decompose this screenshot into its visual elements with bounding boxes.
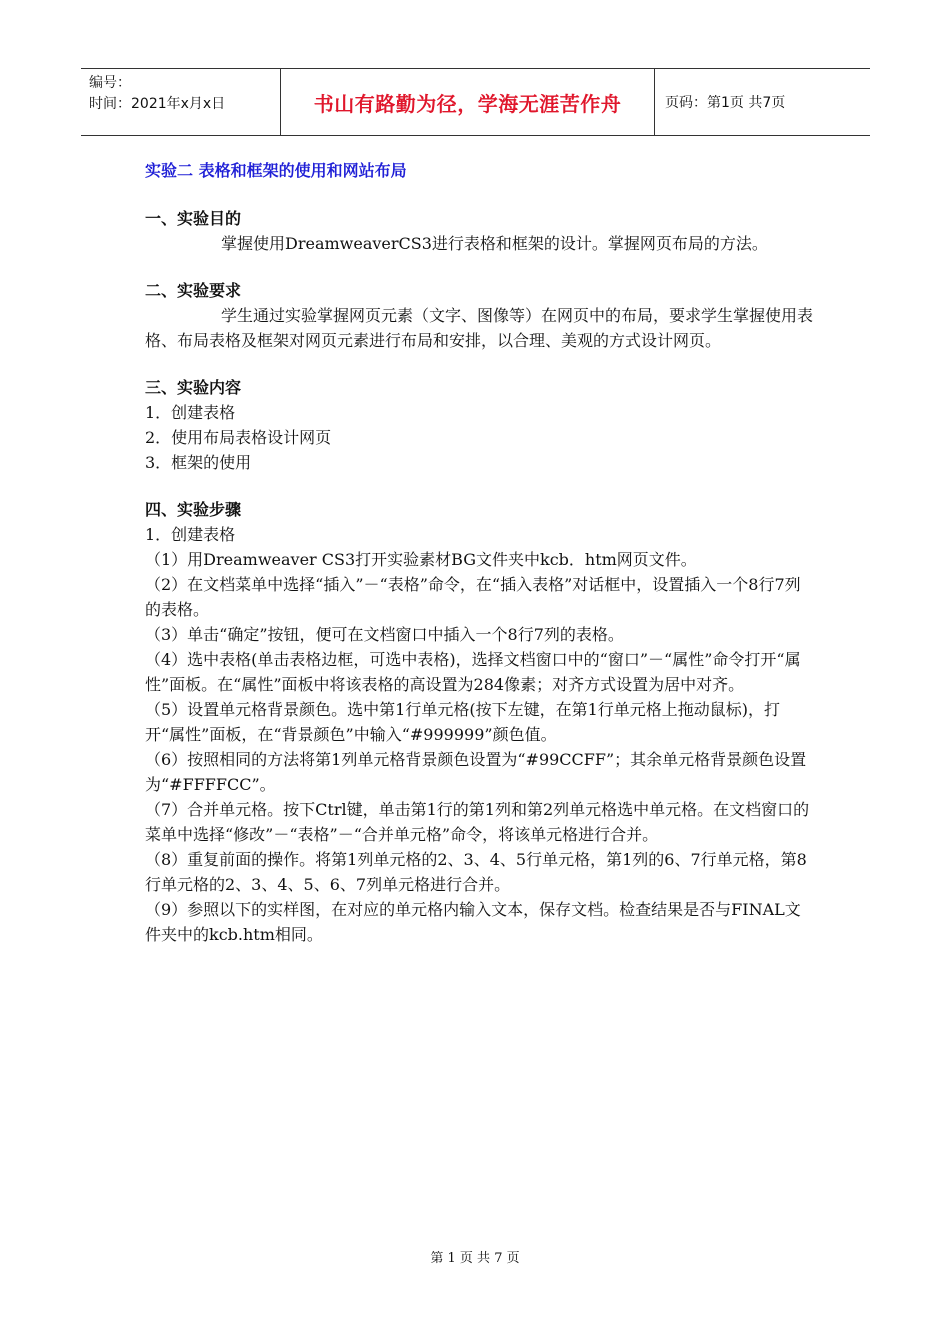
page-footer: 第 1 页 共 7 页 [430, 1251, 520, 1266]
doc-title: 实验二 表格和框架的使用和网站布局 [145, 161, 407, 180]
step-item: （5）设置单元格背景颜色。选中第1行单元格(按下左键，在第1行单元格上拖动鼠标)，打开“属性”面板，在“背景颜色”中输入“#999999”颜色值。 [145, 700, 781, 744]
content-item: 1．创建表格 [145, 403, 236, 422]
section-heading-purpose: 一、实验目的 [145, 209, 242, 228]
step-item: （3）单击“确定”按钮，便可在文档窗口中插入一个8行7列的表格。 [145, 625, 624, 644]
steps-subheading: 1．创建表格 [145, 525, 236, 544]
content-item: 2．使用布局表格设计网页 [145, 428, 332, 447]
section-body-purpose: 掌握使用DreamweaverCS3进行表格和框架的设计。掌握网页布局的方法。 [221, 234, 768, 253]
step-item: （8）重复前面的操作。将第1列单元格的2、3、4、5行单元格，第1列的6、7行单元格，第8行单元格的2、3、4、5、6、7列单元格进行合并。 [145, 850, 807, 894]
header-motto-cell [280, 69, 655, 135]
doc-code-label: 编号： [89, 75, 131, 91]
document-body [145, 158, 813, 947]
page-header [81, 68, 870, 136]
step-item: （4）选中表格(单击表格边框，可选中表格)，选择文档窗口中的“窗口”－“属性”命令打开“属性”面板。在“属性”面板中将该表格的高设置为284像素；对齐方式设置为居中对齐。 [145, 650, 801, 694]
section-body-requirements: 学生通过实验掌握网页元素（文字、图像等）在网页中的布局，要求学生掌握使用表格、布局表格及框架对网页元素进行布局和安排，以合理、美观的方式设计网页。 [145, 306, 814, 350]
step-item: （7）合并单元格。按下Ctrl键，单击第1行的第1列和第2列单元格选中单元格。在文档窗口的菜单中选择“修改”－“表格”－“合并单元格”命令，将该单元格进行合并。 [145, 800, 810, 844]
section-heading-content: 三、实验内容 [145, 378, 242, 397]
section-heading-requirements: 二、实验要求 [145, 281, 242, 300]
step-item: （2）在文档菜单中选择“插入”－“表格”命令，在“插入表格”对话框中，设置插入一个8行7列的表格。 [145, 575, 801, 619]
section-heading-steps: 四、实验步骤 [145, 500, 242, 519]
header-meta [81, 69, 280, 135]
content-item: 3．框架的使用 [145, 453, 252, 472]
doc-time: 时间：2021年x月x日 [89, 96, 226, 112]
step-item: （6）按照相同的方法将第1列单元格背景颜色设置为“#99CCFF”；其余单元格背景颜色设置为“#FFFFCC”。 [145, 750, 807, 794]
header-page-info: 页码：第1页 共7页 [665, 95, 786, 111]
header-motto: 书山有路勤为径，学海无涯苦作舟 [313, 91, 622, 116]
step-item: （9）参照以下的实样图，在对应的单元格内输入文本，保存文档。检查结果是否与FINAL文件夹中的kcb.htm相同。 [145, 900, 801, 944]
step-item: （1）用Dreamweaver CS3打开实验素材BG文件夹中kcb．htm网页文件。 [145, 550, 697, 569]
